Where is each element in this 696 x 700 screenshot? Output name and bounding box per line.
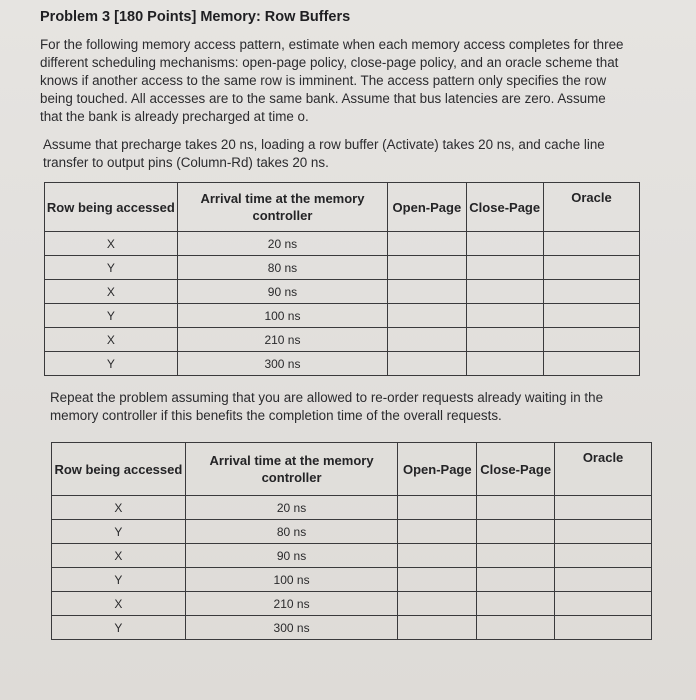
row-cell: X: [52, 592, 186, 616]
open-page-cell[interactable]: [388, 328, 466, 352]
table-row: [52, 616, 652, 640]
open-page-cell[interactable]: [398, 520, 477, 544]
open-page-cell[interactable]: [388, 304, 466, 328]
open-page-cell[interactable]: [398, 592, 477, 616]
row-cell: X: [45, 232, 178, 256]
close-page-cell[interactable]: [477, 544, 555, 568]
header-arrival-time: Arrival time at the memory controller: [185, 443, 398, 496]
header-close-page: Close-Page: [477, 443, 555, 496]
close-page-cell[interactable]: [466, 352, 543, 376]
close-page-cell[interactable]: [477, 520, 555, 544]
access-table-1: [44, 182, 640, 376]
open-page-cell[interactable]: [388, 232, 466, 256]
table-row: [45, 328, 640, 352]
arrival-cell: 20 ns: [185, 496, 398, 520]
oracle-cell[interactable]: [555, 592, 652, 616]
table-header-row: [52, 443, 652, 496]
arrival-cell: 210 ns: [185, 592, 398, 616]
oracle-cell[interactable]: [543, 304, 639, 328]
close-page-cell[interactable]: [466, 280, 543, 304]
header-oracle: Oracle: [543, 183, 639, 232]
table-row: [45, 304, 640, 328]
header-open-page: Open-Page: [388, 183, 466, 232]
open-page-cell[interactable]: [398, 544, 477, 568]
close-page-cell[interactable]: [466, 232, 543, 256]
table-row: [52, 592, 652, 616]
row-cell: Y: [52, 520, 186, 544]
close-page-cell[interactable]: [477, 592, 555, 616]
table-header-row: [45, 183, 640, 232]
problem-description: For the following memory access pattern, estimate when each memory access completes for three different scheduling mechanisms: open-page policy, close-page policy, and an oracle scheme that knows if another access to the same row is imminent. The access pattern only specifies the row being touched. All accesses are to the same bank. Assume that bus latencies are zero. Assume that the bank is already precharged at time o.: [40, 37, 624, 124]
oracle-cell[interactable]: [543, 328, 639, 352]
timing-assumptions: Assume that precharge takes 20 ns, loading a row buffer (Activate) takes 20 ns, and cache line transfer to output pins (Column-Rd) takes 20 ns.: [43, 137, 605, 170]
row-cell: Y: [52, 568, 186, 592]
oracle-cell[interactable]: [555, 520, 652, 544]
table-row: [45, 232, 640, 256]
arrival-cell: 210 ns: [177, 328, 387, 352]
row-cell: Y: [45, 352, 178, 376]
arrival-cell: 80 ns: [185, 520, 398, 544]
oracle-cell[interactable]: [555, 544, 652, 568]
header-close-page: Close-Page: [466, 183, 543, 232]
close-page-cell[interactable]: [466, 328, 543, 352]
table-row: [45, 256, 640, 280]
open-page-cell[interactable]: [398, 568, 477, 592]
close-page-cell[interactable]: [477, 568, 555, 592]
table-row: [45, 280, 640, 304]
open-page-cell[interactable]: [388, 352, 466, 376]
oracle-cell[interactable]: [543, 352, 639, 376]
open-page-cell[interactable]: [398, 616, 477, 640]
row-cell: X: [52, 496, 186, 520]
header-row-accessed: Row being accessed: [52, 443, 186, 496]
oracle-cell[interactable]: [543, 280, 639, 304]
table-row: [52, 496, 652, 520]
open-page-cell[interactable]: [388, 256, 466, 280]
oracle-cell[interactable]: [555, 496, 652, 520]
access-table-2: [51, 442, 652, 640]
oracle-cell[interactable]: [555, 568, 652, 592]
oracle-cell[interactable]: [555, 616, 652, 640]
arrival-cell: 100 ns: [177, 304, 387, 328]
header-open-page: Open-Page: [398, 443, 477, 496]
row-cell: X: [52, 544, 186, 568]
header-arrival-time: Arrival time at the memory controller: [177, 183, 387, 232]
table-row: [52, 568, 652, 592]
oracle-cell[interactable]: [543, 256, 639, 280]
table-row: [45, 352, 640, 376]
oracle-cell[interactable]: [543, 232, 639, 256]
table-row: [52, 544, 652, 568]
table-row: [52, 520, 652, 544]
close-page-cell[interactable]: [466, 304, 543, 328]
row-cell: X: [45, 280, 178, 304]
header-oracle: Oracle: [555, 443, 652, 496]
row-cell: X: [45, 328, 178, 352]
close-page-cell[interactable]: [477, 616, 555, 640]
header-row-accessed: Row being accessed: [45, 183, 178, 232]
close-page-cell[interactable]: [477, 496, 555, 520]
arrival-cell: 90 ns: [185, 544, 398, 568]
arrival-cell: 80 ns: [177, 256, 387, 280]
arrival-cell: 100 ns: [185, 568, 398, 592]
problem-title: Problem 3 [180 Points] Memory: Row Buffers: [40, 9, 351, 25]
open-page-cell[interactable]: [398, 496, 477, 520]
arrival-cell: 300 ns: [177, 352, 387, 376]
row-cell: Y: [45, 304, 178, 328]
close-page-cell[interactable]: [466, 256, 543, 280]
arrival-cell: 300 ns: [185, 616, 398, 640]
reorder-instructions: Repeat the problem assuming that you are allowed to re-order requests already waiting in the memory controller if this benefits the completion time of the overall requests.: [50, 390, 604, 423]
arrival-cell: 20 ns: [177, 232, 387, 256]
open-page-cell[interactable]: [388, 280, 466, 304]
row-cell: Y: [52, 616, 186, 640]
row-cell: Y: [45, 256, 178, 280]
arrival-cell: 90 ns: [177, 280, 387, 304]
